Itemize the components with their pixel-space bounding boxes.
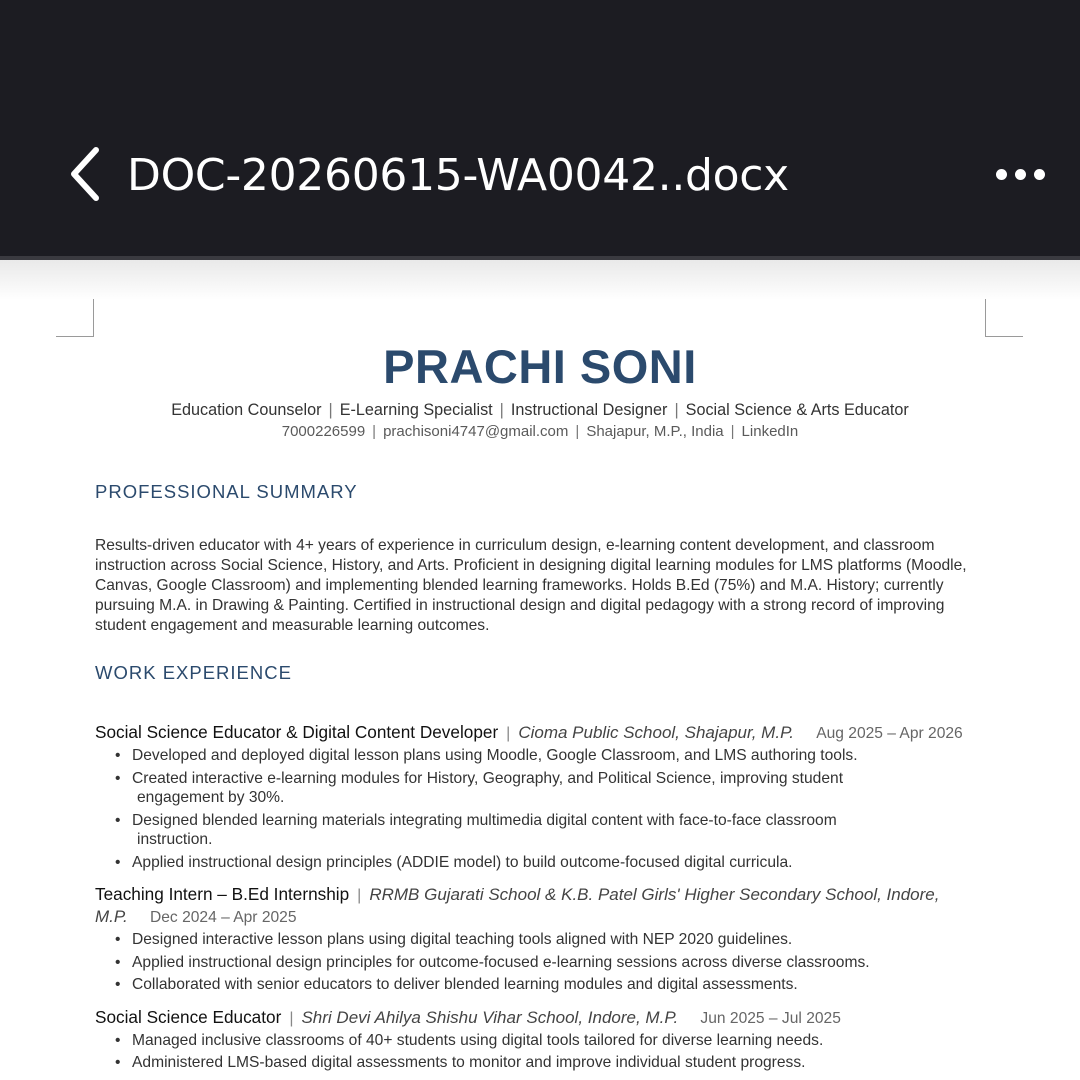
job-dates: Jun 2025 – Jul 2025 — [700, 1009, 841, 1027]
role-item: Social Science & Arts Educator — [685, 401, 909, 419]
bullet-text: Designed interactive lesson plans using digital teaching tools aligned with NEP 2020 guidelines. — [132, 931, 793, 948]
page-margin-mark-right — [985, 299, 1023, 337]
job-bullets — [95, 1031, 985, 1073]
job-company: RRMB Gujarati School & K.B. Patel Girls' Higher Secondary School, Indore, M.P. — [95, 885, 940, 926]
document-file-name: DOC-20260615-WA0042..docx — [127, 150, 789, 201]
page-margin-mark-left — [56, 299, 94, 337]
bullet-item — [95, 853, 985, 873]
chevron-left-icon — [68, 146, 102, 202]
job-title: Social Science Educator — [95, 1006, 282, 1027]
job-dates: Aug 2025 – Apr 2026 — [816, 725, 963, 742]
job-dates: Dec 2024 – Apr 2025 — [150, 909, 297, 926]
section-heading-summary: PROFESSIONAL SUMMARY — [95, 481, 358, 502]
bullet-text: Applied instructional design principles (ADDIE model) to build outcome-focused digital curricula. — [132, 853, 793, 871]
location: Shajapur, M.P., India — [586, 423, 724, 440]
bullet-item — [95, 1053, 985, 1073]
separator: | — [328, 401, 333, 419]
job-title: Teaching Intern – B.Ed Internship — [95, 884, 350, 904]
separator: | — [575, 423, 580, 440]
more-options-button[interactable] — [988, 152, 1052, 196]
resume-name: PRACHI SONI — [383, 340, 697, 393]
role-item: Education Counselor — [171, 401, 322, 419]
linkedin-link[interactable]: LinkedIn — [741, 423, 799, 440]
bullet-text: Developed and deployed digital lesson plans using Moodle, Google Classroom, and LMS authoring tools. — [132, 747, 858, 764]
document-page[interactable] — [95, 330, 985, 1076]
separator: | — [730, 423, 735, 440]
app-header — [0, 0, 1080, 256]
bullet-item — [95, 769, 985, 808]
bullet-text: Designed blended learning materials integrating multimedia digital content with face-to-face classroom — [132, 811, 837, 829]
separator: | — [499, 401, 504, 419]
job-bullets — [95, 930, 985, 995]
separator: | — [289, 1009, 294, 1027]
job-title: Social Science Educator & Digital Content Developer — [95, 722, 499, 742]
bullet-text: Administered LMS-based digital assessments to monitor and improve individual student progress. — [132, 1054, 806, 1071]
more-horizontal-icon — [1034, 169, 1045, 180]
more-horizontal-icon — [1015, 169, 1026, 180]
job-header — [95, 722, 985, 744]
bullet-text-continued: instruction. — [137, 831, 213, 848]
contact-line — [95, 422, 985, 442]
bullet-item — [95, 1031, 985, 1051]
separator: | — [372, 423, 377, 440]
resume-roles — [95, 400, 985, 420]
back-button[interactable] — [60, 144, 110, 204]
page-top-shadow — [0, 260, 1080, 300]
bullet-item — [95, 975, 985, 995]
role-item: E-Learning Specialist — [339, 401, 493, 419]
separator: | — [506, 725, 511, 742]
bullet-text: Managed inclusive classrooms of 40+ students using digital tools tailored for diverse learning needs. — [132, 1031, 824, 1049]
bullet-text: Collaborated with senior educators to deliver blended learning modules and digital assessments. — [132, 976, 798, 993]
bullet-item — [95, 953, 985, 973]
job-header — [95, 884, 985, 928]
separator: | — [674, 401, 679, 419]
bullet-item — [95, 746, 985, 766]
more-horizontal-icon — [996, 169, 1007, 180]
role-item: Instructional Designer — [510, 401, 668, 419]
bullet-text: Applied instructional design principles for outcome-focused e-learning sessions across diverse classrooms. — [132, 953, 870, 971]
job-company: Cioma Public School, Shajapur, M.P. — [518, 723, 794, 742]
bullet-item — [95, 811, 985, 850]
section-heading-work: WORK EXPERIENCE — [95, 662, 292, 683]
bullet-text: Created interactive e-learning modules for History, Geography, and Political Science, improving student — [132, 769, 844, 787]
job-company: Shri Devi Ahilya Shishu Vihar School, Indore, M.P. — [301, 1007, 679, 1027]
job-bullets — [95, 746, 985, 872]
separator: | — [357, 887, 362, 904]
job-header — [95, 1007, 985, 1029]
bullet-text-continued: engagement by 30%. — [137, 789, 285, 806]
phone-number: 7000226599 — [281, 423, 366, 440]
email-address[interactable]: prachisoni4747@gmail.com — [383, 423, 569, 440]
summary-paragraph: Results-driven educator with 4+ years of experience in curriculum design, e-learning content development, and classroom instruction across Social Science, History, and Arts. Proficient in designing digital learning modules for LMS platforms (Moodle, Canvas, Google Classroom) and implementing blended learning frameworks. Holds B.Ed (75%) and M.A. History; currently pursuing M.A. in Drawing & Painting. Certified in instructional design and digital pedagogy with a strong record of improving student engagement and measurable learning outcomes. — [95, 537, 967, 634]
bullet-item — [95, 930, 985, 950]
